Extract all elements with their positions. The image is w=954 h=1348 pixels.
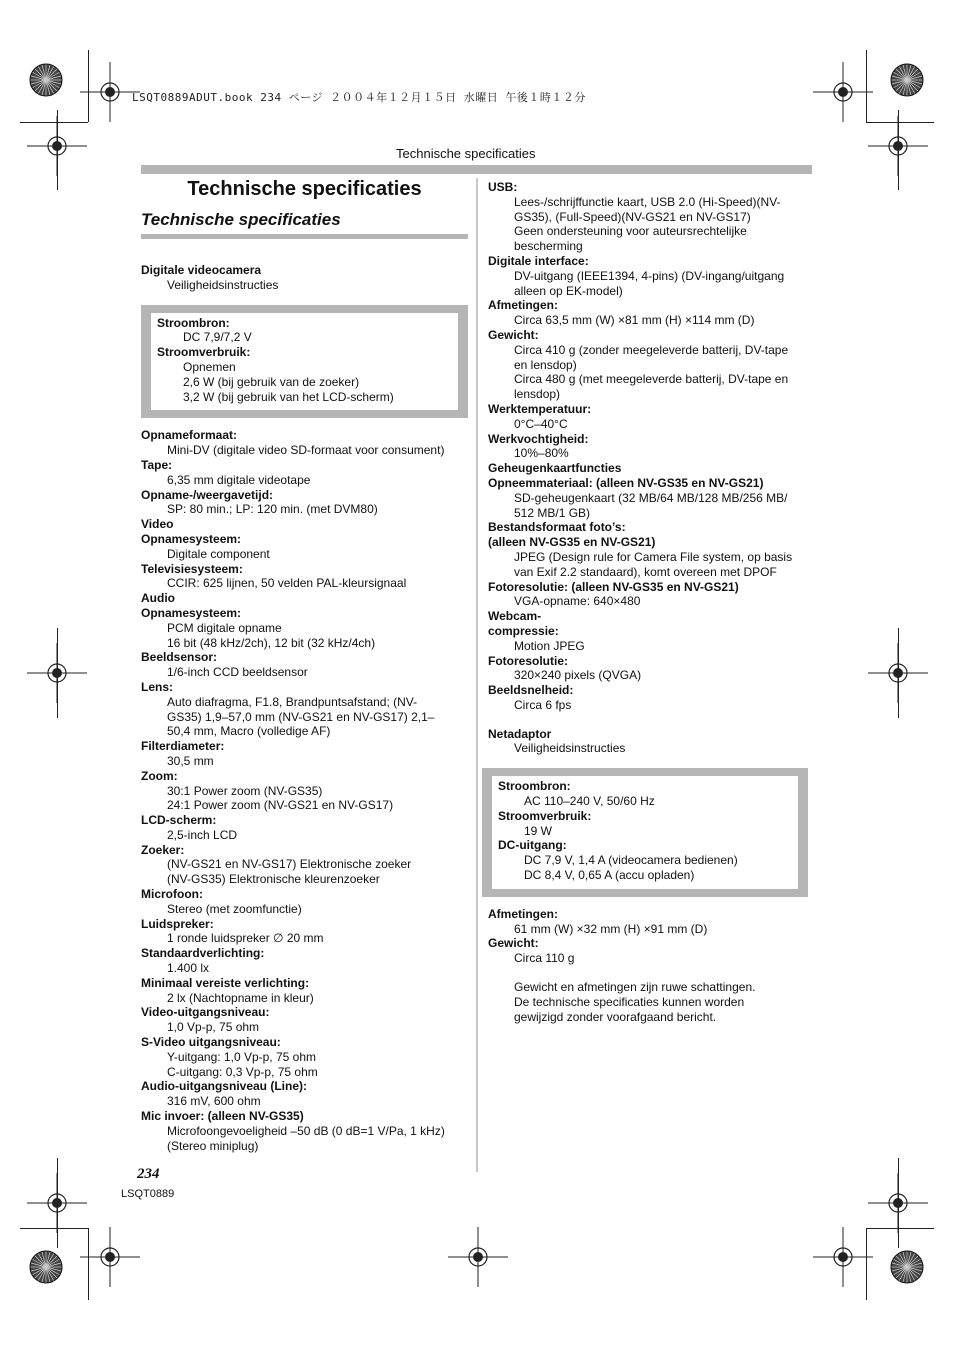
spec-label: Beeldsnelheid:	[488, 683, 574, 698]
spec-value: Veiligheidsinstructies	[167, 277, 279, 292]
spec-value: 3,2 W (bij gebruik van het LCD-scherm)	[183, 389, 394, 404]
page-title: Technische specificaties	[187, 178, 422, 200]
spec-label: LCD-scherm:	[141, 813, 217, 828]
spec-value: 1 ronde luidspreker ∅ 20 mm	[167, 931, 324, 946]
spec-value: Opnemen	[183, 359, 236, 374]
spec-label: Zoeker:	[141, 842, 185, 857]
spec-value: JPEG (Design rule for Camera File system, op basis	[514, 549, 793, 564]
page-number: 234	[137, 1166, 160, 1182]
column-divider	[476, 178, 478, 1172]
spec-value: Circa 480 g (met meegeleverde batterij, DV-tape en	[514, 372, 789, 387]
spec-value: 512 MB/1 GB)	[514, 505, 591, 520]
spec-value: VGA-opname: 640×480	[514, 594, 641, 609]
spec-value: SD-geheugenkaart (32 MB/64 MB/128 MB/256 MB/	[514, 490, 788, 505]
spec-value: CCIR: 625 lijnen, 50 velden PAL-kleursignaal	[167, 576, 407, 591]
spec-label: Video	[141, 517, 174, 532]
crop-line	[20, 1228, 88, 1229]
spec-value: DC 7,9/7,2 V	[183, 330, 252, 345]
spec-label: Opneemmateriaal: (alleen NV-GS35 en NV-GS21)	[488, 475, 764, 490]
crop-line	[898, 1158, 899, 1248]
spec-label: Geheugenkaartfuncties	[488, 461, 622, 476]
spec-label: Opname-/weergavetijd:	[141, 487, 274, 502]
spec-value: 24:1 Power zoom (NV-GS21 en NV-GS17)	[167, 798, 394, 813]
spec-label: Lens:	[141, 679, 174, 694]
spec-value: (NV-GS21 en NV-GS17) Elektronische zoeker	[167, 857, 412, 872]
spec-label: Fotoresolutie: (alleen NV-GS35 en NV-GS21)	[488, 579, 739, 594]
crop-line	[88, 50, 89, 122]
adaptor-power-box	[482, 768, 808, 897]
spec-label: Stroombron:	[157, 315, 230, 330]
left-column	[141, 176, 468, 1153]
crop-line	[88, 1228, 89, 1300]
spec-value: 50,4 mm, Macro (volledige AF)	[167, 724, 331, 739]
camera-power-specs	[151, 313, 458, 411]
spec-value: Lees-/schrijffunctie kaart, USB 2.0 (Hi-Speed)(NV-	[514, 194, 781, 209]
note-line: Gewicht en afmetingen zijn ruwe schattingen.	[514, 980, 756, 995]
registration-mark-icon	[813, 62, 873, 122]
spec-value: Y-uitgang: 1,0 Vp-p, 75 ohm	[167, 1049, 316, 1064]
crop-line	[866, 50, 867, 122]
spec-value: Digitale component	[167, 546, 270, 561]
camera-specs-list	[141, 428, 468, 1153]
spec-label: Tape:	[141, 457, 173, 472]
note-line: gewijzigd zonder voorafgaand bericht.	[514, 1009, 717, 1024]
spec-label: Afmetingen:	[488, 906, 558, 921]
crop-line	[57, 110, 58, 190]
registration-mark-icon	[448, 1227, 508, 1287]
spec-value: 10%–80%	[514, 446, 569, 461]
spec-value: Stereo (met zoomfunctie)	[167, 901, 302, 916]
spec-label: Stroomverbruik:	[498, 808, 592, 823]
spec-label: Stroomverbruik:	[157, 345, 251, 360]
registration-mark-icon	[80, 1227, 140, 1287]
spec-value: GS35) 1,9–57,0 mm (NV-GS21 en NV-GS17) 2,1–	[167, 709, 435, 724]
header-bar	[141, 165, 812, 174]
spec-value: (Stereo miniplug)	[167, 1138, 259, 1153]
spec-label: Standaardverlichting:	[141, 946, 265, 961]
spec-label: Gewicht:	[488, 936, 539, 951]
spec-value: 1.400 lx	[167, 961, 210, 976]
spec-value: Geen ondersteuning voor auteursrechtelijke	[514, 224, 747, 239]
crop-line	[866, 1228, 934, 1229]
spec-value: SP: 80 min.; LP: 120 min. (met DVM80)	[167, 502, 378, 517]
spec-value: DC 8,4 V, 0,65 A (accu opladen)	[524, 868, 695, 883]
color-target-icon	[889, 1249, 925, 1285]
spec-value: Microfoongevoeligheid –50 dB (0 dB=1 V/Pa, 1 kHz)	[167, 1123, 445, 1138]
crop-line	[20, 122, 88, 123]
spec-value: van Exif 2.2 standaard), komt overeen met DPOF	[514, 564, 777, 579]
spec-value: Circa 110 g	[514, 951, 575, 966]
spec-value: 61 mm (W) ×32 mm (H) ×91 mm (D)	[514, 921, 708, 936]
spec-value: DC 7,9 V, 1,4 A (videocamera bedienen)	[524, 853, 738, 868]
spec-value: Veiligheidsinstructies	[514, 741, 626, 756]
spec-label: Zoom:	[141, 768, 178, 783]
spec-value: Motion JPEG	[514, 638, 585, 653]
camera-power-box	[141, 305, 468, 419]
spec-label: Opnamesysteem:	[141, 531, 242, 546]
spec-label: Netadaptor	[488, 726, 552, 741]
spec-label: Werkvochtigheid:	[488, 431, 589, 446]
spec-label: Mic invoer: (alleen NV-GS35)	[141, 1109, 304, 1124]
camera-specs-list-continued	[488, 180, 812, 713]
color-target-icon	[889, 62, 925, 98]
spec-label: Webcam-	[488, 609, 542, 624]
print-info-line: LSQT0889ADUT.book 234 ページ ２００４年１２月１５日 水曜日 午後１時１２分	[132, 91, 586, 104]
spec-label: Opnameformaat:	[141, 428, 238, 443]
right-column	[488, 180, 812, 1024]
spec-label: Opnamesysteem:	[141, 605, 242, 620]
crop-line	[898, 628, 899, 718]
spec-value: Circa 6 fps	[514, 697, 572, 712]
spec-value: 320×240 pixels (QVGA)	[514, 668, 642, 683]
spec-value: PCM digitale opname	[167, 620, 282, 635]
spec-value: Circa 410 g (zonder meegeleverde batterij, DV-tape	[514, 342, 789, 357]
registration-mark-icon	[813, 1227, 873, 1287]
spec-label: Stroombron:	[498, 779, 571, 794]
spec-label: Werktemperatuur:	[488, 401, 592, 416]
spec-label: Fotoresolutie:	[488, 653, 568, 668]
crop-line	[57, 628, 58, 718]
spec-value: 6,35 mm digitale videotape	[167, 472, 311, 487]
spec-value: 1,0 Vp-p, 75 ohm	[167, 1020, 260, 1035]
spec-value: 2,5-inch LCD	[167, 827, 238, 842]
spec-label: Filterdiameter:	[141, 739, 225, 754]
spec-label: (alleen NV-GS35 en NV-GS21)	[488, 535, 656, 550]
spec-value: AC 110–240 V, 50/60 Hz	[524, 794, 655, 809]
spec-label: Minimaal vereiste verlichting:	[141, 975, 310, 990]
adaptor-specs-list	[488, 907, 812, 966]
spec-value: GS35), (Full-Speed)(NV-GS21 en NV-GS17)	[514, 209, 751, 224]
spec-value: (NV-GS35) Elektronische kleurenzoeker	[167, 872, 380, 887]
crop-line	[57, 1158, 58, 1248]
spec-value: 2 lx (Nachtopname in kleur)	[167, 990, 314, 1005]
spec-label: Audio-uitgangsniveau (Line):	[141, 1079, 307, 1094]
spec-value: bescherming	[514, 239, 583, 254]
color-target-icon	[28, 1249, 64, 1285]
spec-label: Microfoon:	[141, 887, 203, 902]
spec-value: C-uitgang: 0,3 Vp-p, 75 ohm	[167, 1064, 318, 1079]
crop-line	[866, 1228, 867, 1300]
adaptor-intro	[488, 727, 812, 757]
spec-value: alleen op EK-model)	[514, 283, 623, 298]
spec-value: 2,6 W (bij gebruik van de zoeker)	[183, 374, 360, 389]
spec-label: DC-uitgang:	[498, 838, 567, 853]
crop-line	[866, 122, 934, 123]
spec-label: compressie:	[488, 623, 559, 638]
color-target-icon	[28, 62, 64, 98]
adaptor-power-specs	[492, 776, 798, 889]
registration-mark-icon	[80, 62, 140, 122]
spec-value: Auto diafragma, F1.8, Brandpuntsafstand; (NV-	[167, 694, 418, 709]
spec-label: Beeldsensor:	[141, 650, 218, 665]
spec-label: Bestandsformaat foto’s:	[488, 520, 626, 535]
spec-label: Video-uitgangsniveau:	[141, 1005, 270, 1020]
spec-label: Digitale interface:	[488, 253, 589, 268]
spec-label: USB:	[488, 180, 518, 194]
spec-value: 30:1 Power zoom (NV-GS35)	[167, 783, 323, 798]
section-title: Technische specificaties	[141, 210, 341, 229]
spec-value: Mini-DV (digitale video SD-formaat voor consument)	[167, 443, 445, 458]
spec-value: 16 bit (48 kHz/2ch), 12 bit (32 kHz/4ch)	[167, 635, 376, 650]
spec-value: DV-uitgang (IEEE1394, 4-pins) (DV-ingang/uitgang	[514, 268, 785, 283]
disclaimer-note	[488, 980, 812, 1024]
note-line: De technische specificaties kunnen worden	[514, 994, 745, 1009]
spec-label: Afmetingen:	[488, 298, 558, 313]
spec-value: 0°C–40°C	[514, 416, 568, 431]
spec-label: Televisiesysteem:	[141, 561, 243, 576]
document-code: LSQT0889	[121, 1188, 175, 1200]
spec-label: Digitale videocamera	[141, 263, 262, 277]
spec-value: 30,5 mm	[167, 753, 214, 768]
spec-value: 1/6-inch CCD beeldsensor	[167, 665, 308, 680]
spec-value: Circa 63,5 mm (W) ×81 mm (H) ×114 mm (D)	[514, 313, 755, 328]
spec-value: en lensdop)	[514, 357, 577, 372]
spec-label: Luidspreker:	[141, 916, 214, 931]
spec-label: S-Video uitgangsniveau:	[141, 1035, 281, 1050]
spec-value: 19 W	[524, 823, 553, 838]
camera-intro	[141, 263, 468, 293]
crop-line	[898, 110, 899, 190]
spec-value: lensdop)	[514, 387, 561, 402]
spec-value: 316 mV, 600 ohm	[167, 1094, 261, 1109]
running-head: Technische specificaties	[396, 146, 536, 161]
spec-label: Audio	[141, 591, 175, 606]
spec-label: Gewicht:	[488, 327, 539, 342]
